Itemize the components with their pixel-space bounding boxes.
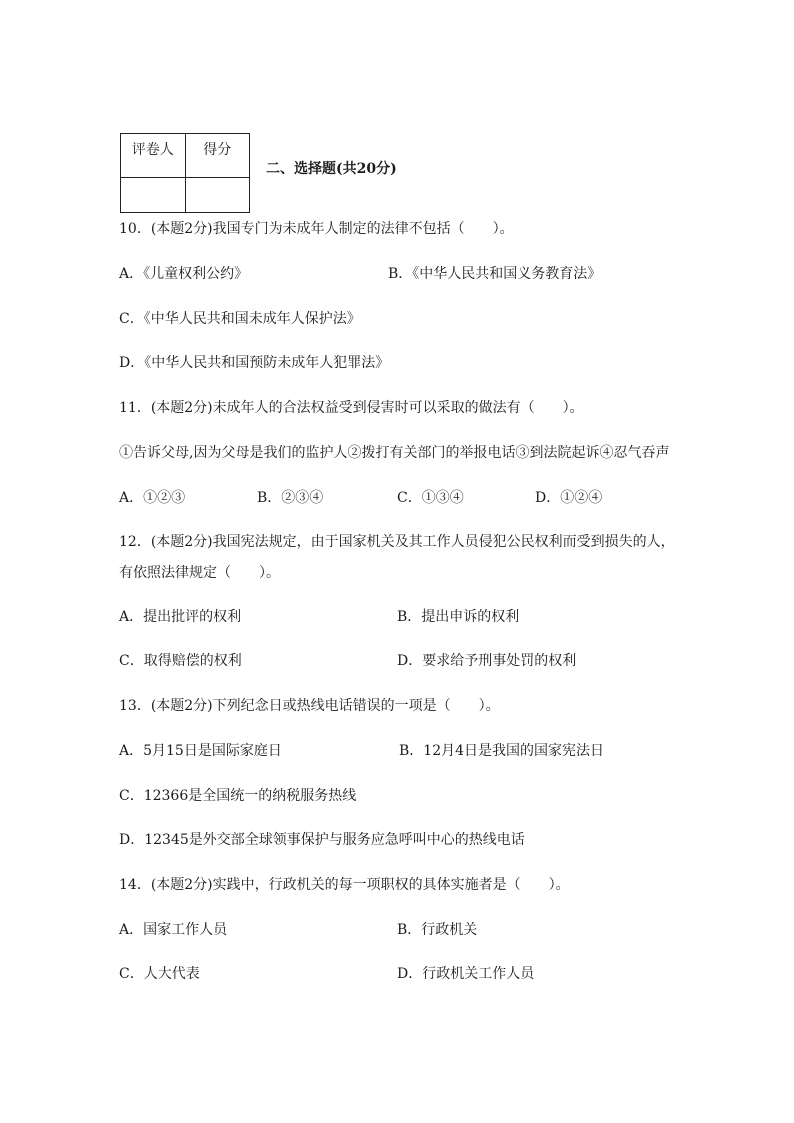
question-10-stem: 10．(本题2分)我国专门为未成年人制定的法律不包括（ ）。 [119, 221, 514, 237]
score-cell [185, 178, 250, 213]
question-11-material: ①告诉父母,因为父母是我们的监护人②拨打有关部门的举报电话③到法院起诉④忍气吞声 [119, 445, 670, 461]
question-14-option-d: D．行政机关工作人员 [397, 966, 535, 982]
score-table [120, 133, 250, 213]
question-14-option-c: C．人大代表 [119, 966, 200, 982]
question-13-option-b: B．12月4日是我国的国家宪法日 [399, 743, 605, 759]
question-12-option-d: D．要求给予刑事处罚的权利 [397, 653, 577, 669]
question-13-stem: 13．(本题2分)下列纪念日或热线电话错误的一项是（ ）。 [119, 698, 500, 714]
question-12-option-a: A．提出批评的权利 [119, 609, 242, 625]
question-11-option-c: C．①③④ [397, 490, 464, 506]
question-14-option-a: A．国家工作人员 [119, 922, 228, 938]
question-10-option-c: C．《中华人民共和国未成年人保护法》 [119, 311, 361, 327]
question-13-option-d: D．12345是外交部全球领事保护与服务应急呼叫中心的热线电话 [119, 832, 525, 848]
question-11-option-d: D．①②④ [535, 490, 603, 506]
question-11-stem: 11．(本题2分)未成年人的合法权益受到侵害时可以采取的做法有（ ）。 [119, 400, 584, 416]
reviewer-cell [121, 178, 186, 213]
question-13-option-c: C．12366是全国统一的纳税服务热线 [119, 788, 357, 804]
question-10-option-b: B．《中华人民共和国义务教育法》 [388, 266, 602, 282]
question-14-stem: 14．(本题2分)实践中，行政机关的每一项职权的具体实施者是（ ）。 [119, 877, 570, 893]
question-12-stem-line2: 有依照法律规定（ ）。 [119, 565, 280, 581]
question-13-option-a: A．5月15日是国际家庭日 [119, 743, 282, 759]
question-10-option-d: D．《中华人民共和国预防未成年人犯罪法》 [119, 355, 390, 371]
question-11-option-b: B．②③④ [257, 490, 324, 506]
score-label: 得分 [185, 134, 250, 178]
question-12-option-c: C．取得赔偿的权利 [119, 653, 242, 669]
question-11-option-a: A．①②③ [119, 490, 186, 506]
question-12-stem: 12．(本题2分)我国宪法规定，由于国家机关及其工作人员侵犯公民权利而受到损失的人， [119, 534, 675, 550]
reviewer-label: 评卷人 [121, 134, 186, 178]
question-14-option-b: B．行政机关 [397, 922, 478, 938]
question-12-option-b: B．提出申诉的权利 [397, 609, 520, 625]
question-10-option-a: A．《儿童权利公约》 [119, 266, 249, 282]
section-title: 二、选择题(共20分) [266, 161, 397, 177]
